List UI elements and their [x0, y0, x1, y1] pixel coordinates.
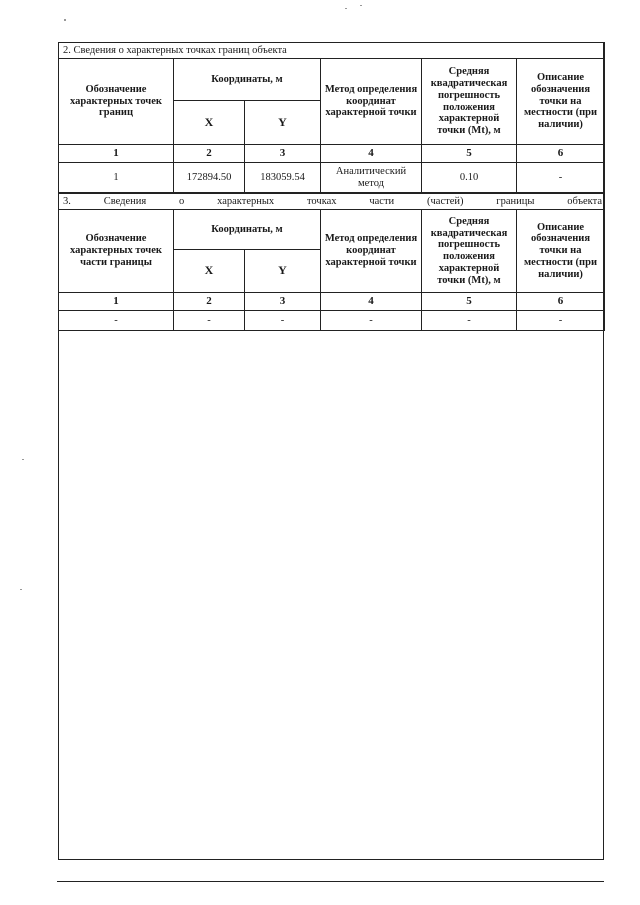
- cell-y: -: [245, 311, 321, 331]
- col-number: 3: [245, 293, 321, 311]
- col-number: 6: [517, 145, 605, 163]
- cell-x: 172894.50: [174, 163, 245, 193]
- bottom-rule: [57, 881, 604, 882]
- header-error: Средняя квадратическая погрешность положения характерной точки (Mt), м: [422, 210, 517, 293]
- header-designation: Обозначение характерных точек границ: [59, 59, 174, 145]
- col-number: 1: [59, 145, 174, 163]
- header-error: Средняя квадратическая погрешность положения характерной точки (Mt), м: [422, 59, 517, 145]
- header-description: Описание обозначения точки на местности (при наличии): [517, 210, 605, 293]
- section3-table: [58, 193, 605, 331]
- cell-point: -: [59, 311, 174, 331]
- header-coords: Координаты, м: [174, 59, 321, 101]
- header-designation: Обозначение характерных точек части границы: [59, 210, 174, 293]
- col-number: 3: [245, 145, 321, 163]
- cell-method: -: [321, 311, 422, 331]
- header-x: X: [174, 101, 245, 145]
- col-number: 4: [321, 145, 422, 163]
- cell-description: -: [517, 163, 605, 193]
- col-number: 1: [59, 293, 174, 311]
- header-y: Y: [245, 101, 321, 145]
- header-coords: Координаты, м: [174, 210, 321, 250]
- scan-speck: [64, 19, 66, 21]
- col-number: 2: [174, 145, 245, 163]
- cell-method: Аналитический метод: [321, 163, 422, 193]
- scan-speck: [20, 589, 22, 590]
- header-y: Y: [245, 250, 321, 293]
- cell-description: -: [517, 311, 605, 331]
- scan-speck: [345, 8, 347, 9]
- scan-speck: [22, 459, 24, 460]
- table-row: [59, 163, 605, 193]
- header-description: Описание обозначения точки на местности (при наличии): [517, 59, 605, 145]
- scan-speck: [360, 5, 362, 6]
- cell-error: -: [422, 311, 517, 331]
- section3-title: 3. Сведения о характерных точках части (частей) границы объекта: [59, 194, 605, 210]
- cell-point: 1: [59, 163, 174, 193]
- section2-table: [58, 42, 605, 193]
- header-method: Метод определения координат характерной точки: [321, 59, 422, 145]
- cell-x: -: [174, 311, 245, 331]
- col-number: 4: [321, 293, 422, 311]
- col-number: 2: [174, 293, 245, 311]
- cell-y: 183059.54: [245, 163, 321, 193]
- col-number: 5: [422, 293, 517, 311]
- header-method: Метод определения координат характерной точки: [321, 210, 422, 293]
- header-x: X: [174, 250, 245, 293]
- col-number: 5: [422, 145, 517, 163]
- section2-title: 2. Сведения о характерных точках границ объекта: [59, 43, 605, 59]
- cell-error: 0.10: [422, 163, 517, 193]
- col-number: 6: [517, 293, 605, 311]
- table-row: [59, 311, 605, 331]
